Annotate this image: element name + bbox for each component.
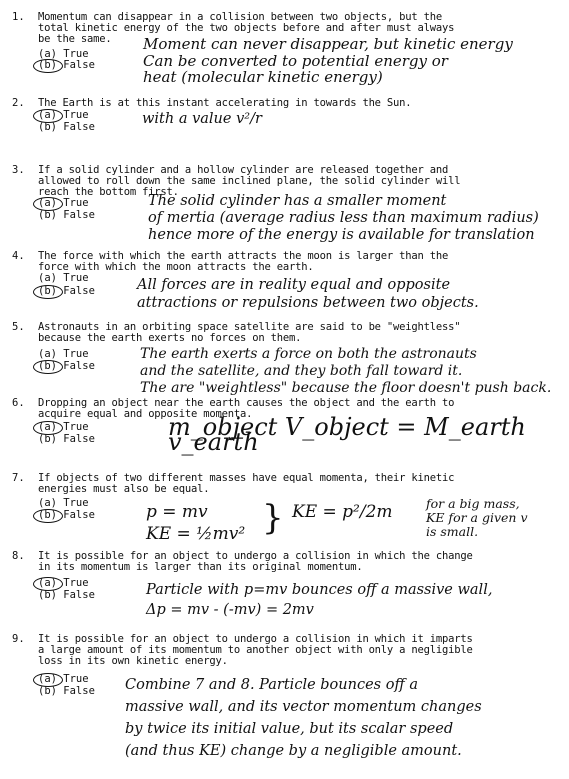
option-b[interactable]: (b) False [38,589,95,601]
option-a[interactable]: (a) True [38,197,89,209]
question-number: 1. [12,11,25,23]
handwritten-note: Combine 7 and 8. Particle bounces off a massive wall, and its vector momentum changes by twice its initial value, but its scalar speed (and thus KE) change by a negligible amount. [125,677,482,759]
question-number: 2. [12,97,25,109]
option-b[interactable]: (b) False [38,433,95,445]
question-number: 8. [12,550,25,562]
option-b[interactable]: (b) False [38,285,95,297]
question-number: 4. [12,250,25,262]
option-b[interactable]: (b) False [38,121,95,133]
question-statement: Astronauts in an orbiting space satellite are said to be "weightless" because the earth exerts no forces on them. [38,321,461,345]
option-a[interactable]: (a) True [38,497,89,509]
handwritten-note: Particle with p=mv bounces off a massive wall, Δp = mv - (-mv) = 2mv [146,582,493,618]
question-statement: Dropping an object near the earth causes the object and the earth to acquire equal and opposite momenta. [38,397,455,421]
handwritten-note: Moment can never disappear, but kinetic energy Can be converted to potential energy or heat (molecular kinetic energy) [143,35,513,86]
question-statement: Momentum can disappear in a collision between two objects, but the total kinetic energy of the two objects before and after must always be the same. [38,11,455,46]
question-number: 3. [12,164,25,176]
handwritten-note: p = mv KE = ½mv² [146,502,246,544]
handwritten-note-3: for a big mass, KE for a given v is small. [426,496,528,539]
option-b[interactable]: (b) False [38,59,95,71]
question-number: 5. [12,321,25,333]
question-number: 7. [12,472,25,484]
question-number: 6. [12,397,25,409]
question-number: 9. [12,633,25,645]
handwritten-note: All forces are in reality equal and opposite attractions or repulsions between two objects. [137,277,479,311]
option-b[interactable]: (b) False [38,509,95,521]
question-statement: The Earth is at this instant accelerating in towards the Sun. [38,97,412,109]
option-a[interactable]: (a) True [38,421,89,433]
option-a[interactable]: (a) True [38,577,89,589]
question-statement: If objects of two different masses have equal momenta, their kinetic energies must also be equal. [38,472,455,496]
brace-mark: } [262,498,284,538]
option-b[interactable]: (b) False [38,685,95,697]
option-a[interactable]: (a) True [38,272,89,284]
handwritten-equation: m_object V_object = M_earth v_earth [168,413,526,456]
handwritten-note: The earth exerts a force on both the astronauts and the satellite, and they both fall toward it. The are "weightless" because the floor doesn't push back. [140,346,552,396]
handwritten-note: with a value v²/r [142,111,262,127]
option-a[interactable]: (a) True [38,348,89,360]
question-statement: It is possible for an object to undergo a collision in which it imparts a large amount of its momentum to another object with only a negligible loss in its own kinetic energy. [38,633,473,668]
option-a[interactable]: (a) True [38,673,89,685]
option-b[interactable]: (b) False [38,360,95,372]
option-b[interactable]: (b) False [38,209,95,221]
question-statement: If a solid cylinder and a hollow cylinder are released together and allowed to roll down the same inclined plane, the solid cylinder will reach the bottom first. [38,164,461,199]
handwritten-note-2: KE = p²/2m [292,502,393,522]
option-a[interactable]: (a) True [38,48,89,60]
question-statement: It is possible for an object to undergo a collision in which the change in its momentum is larger than its original momentum. [38,550,473,574]
question-statement: The force with which the earth attracts the moon is larger than the force with which the moon attracts the earth. [38,250,449,274]
option-a[interactable]: (a) True [38,109,89,121]
handwritten-note: The solid cylinder has a smaller moment of mertia (average radius less than maximum radius) hence more of the energy is available for translation [148,193,539,243]
